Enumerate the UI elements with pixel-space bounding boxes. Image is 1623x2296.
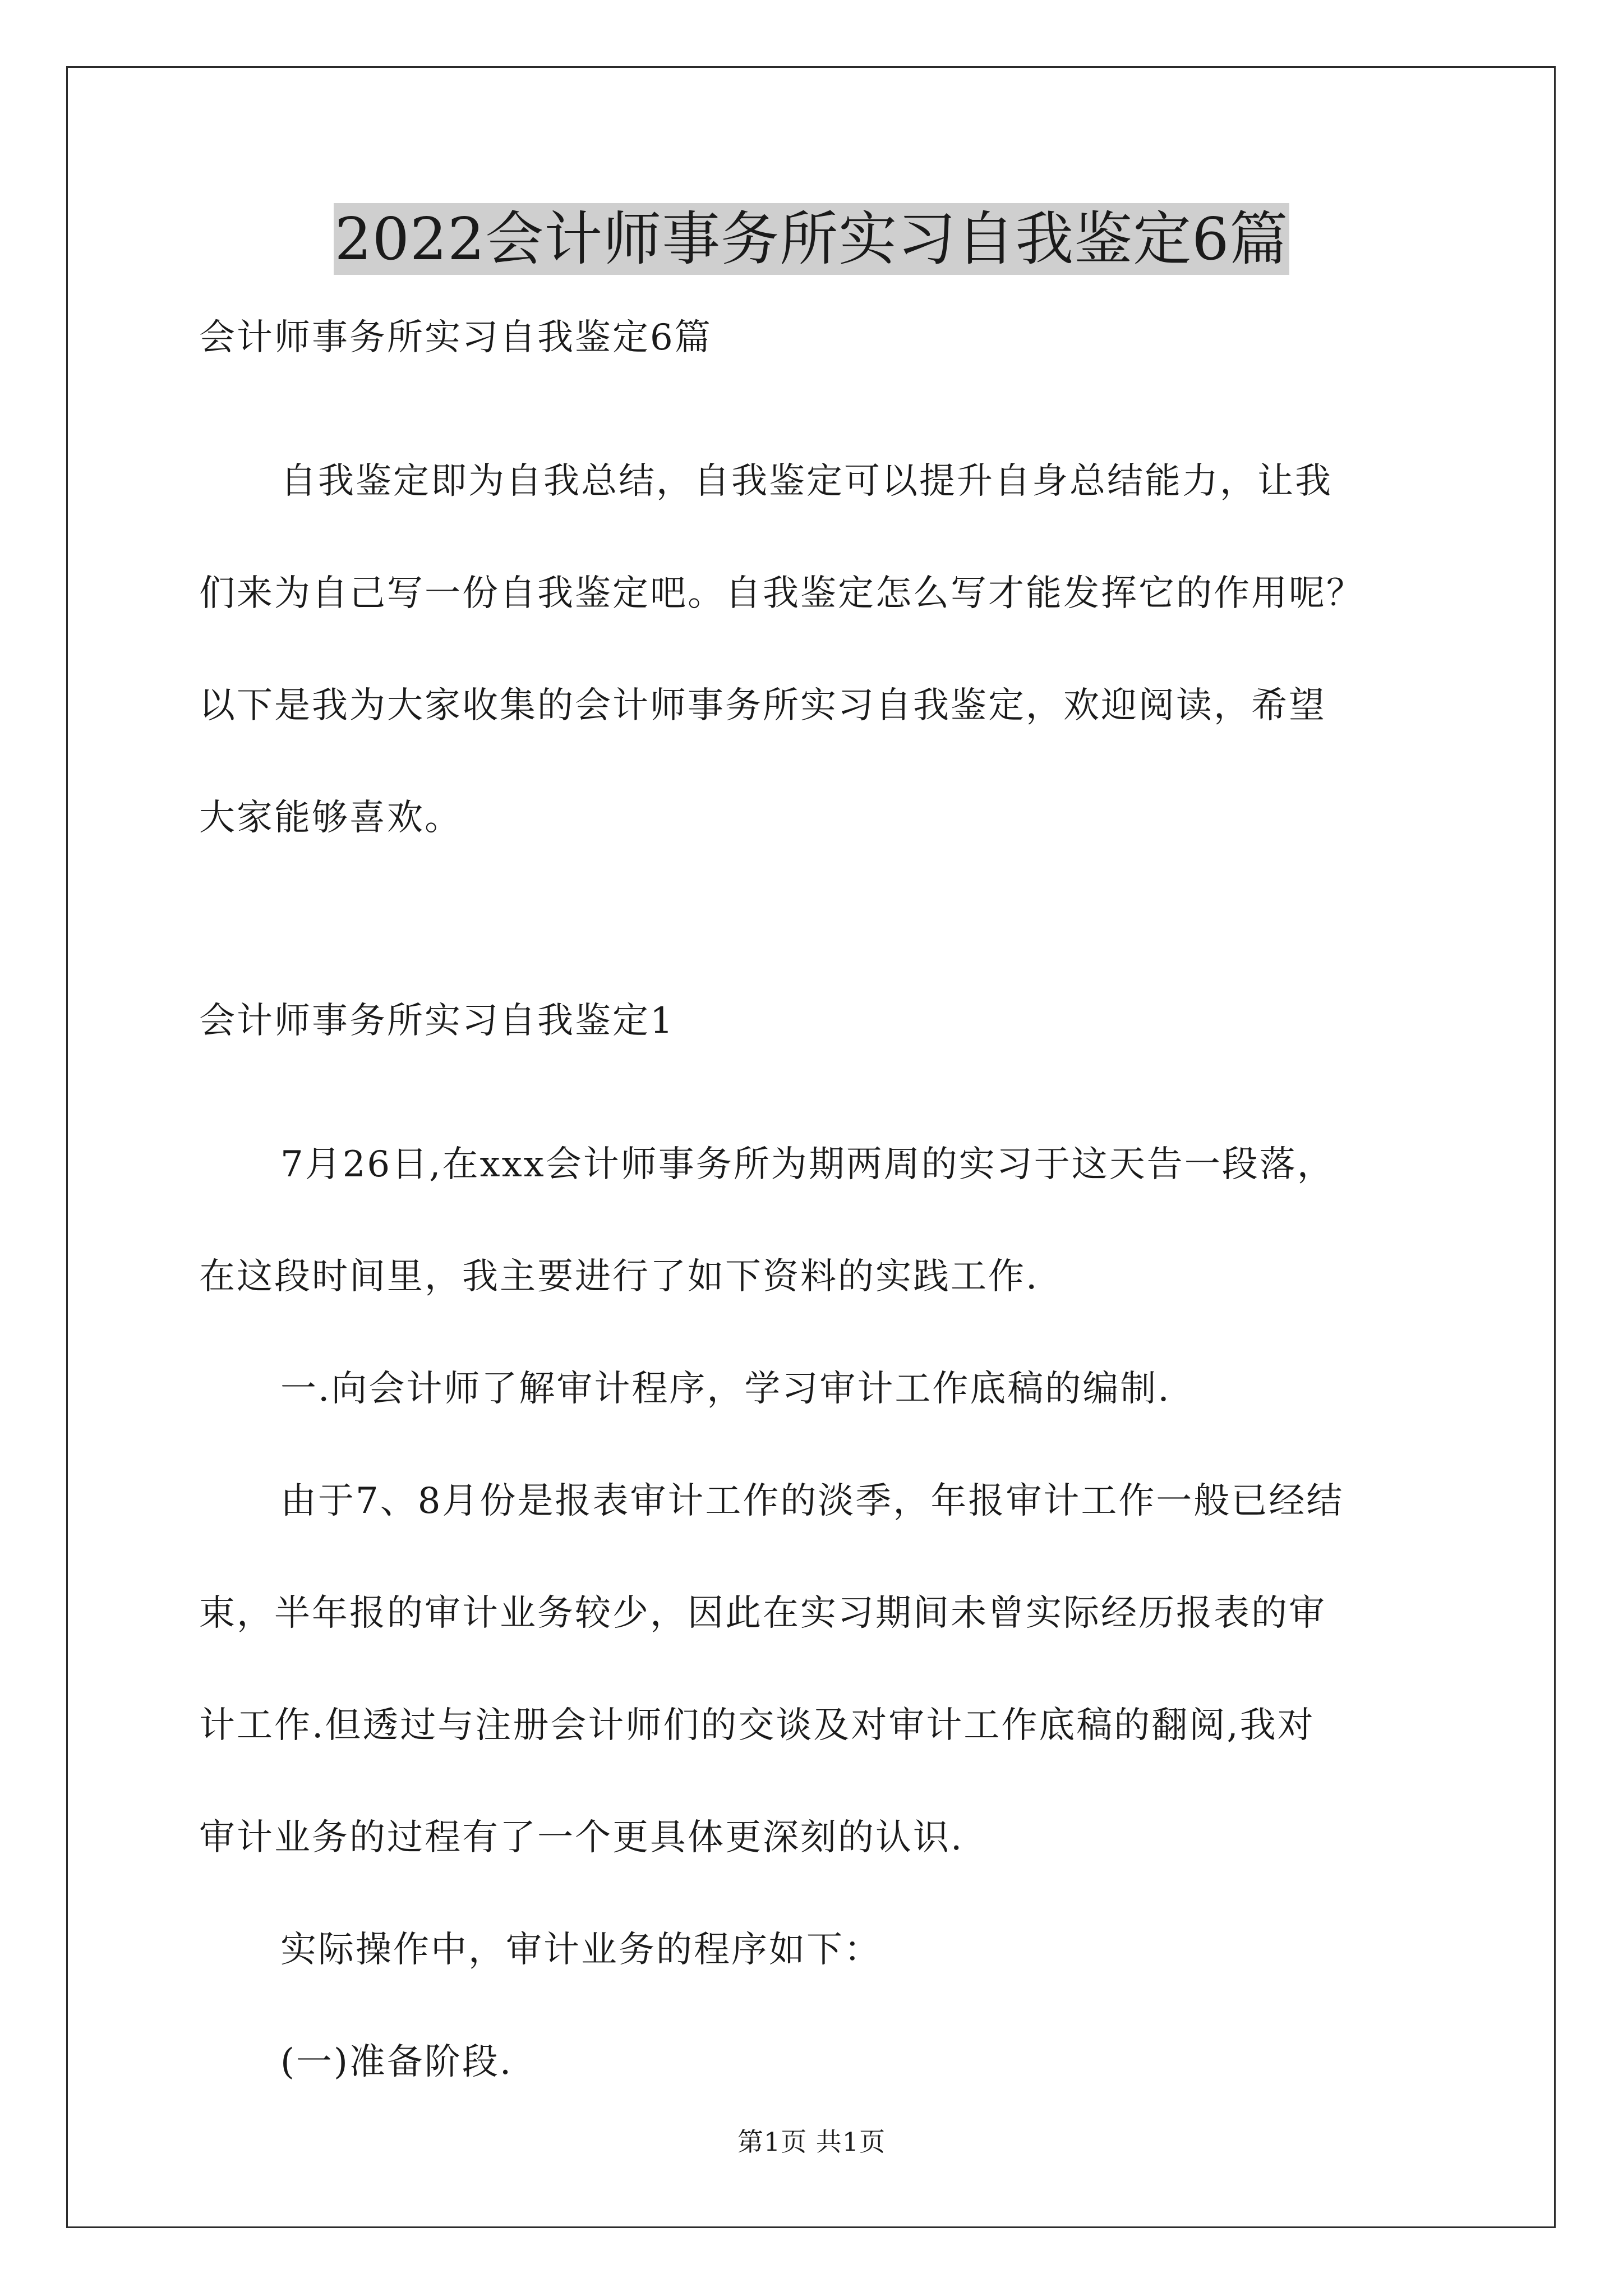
intro-line-1: 自我鉴定即为自我总结，自我鉴定可以提升自身总结能力，让我 [280,461,1332,502]
paragraph-line: 审计业务的过程有了一个更具体更深刻的认识. [199,1817,964,1858]
paragraph-line: 束，半年报的审计业务较少，因此在实习期间未曾实际经历报表的审 [199,1593,1326,1634]
paragraph-line: 由于7、8月份是报表审计工作的淡季，年报审计工作一般已经结 [280,1480,1344,1522]
paragraph-line: 一.向会计师了解审计程序，学习审计工作底稿的编制. [280,1368,1171,1410]
paragraph-line: 7月26日,在xxx会计师事务所为期两周的实习于这天告一段落， [280,1144,1335,1185]
document-title-text: 2022会计师事务所实习自我鉴定6篇 [334,203,1290,275]
paragraph-line: (一)准备阶段. [280,2041,513,2083]
paragraph-line: 实际操作中，审计业务的程序如下： [280,1929,882,1971]
intro-line-2: 们来为自己写一份自我鉴定吧。自我鉴定怎么写才能发挥它的作用呢？ [199,573,1364,614]
subtitle: 会计师事务所实习自我鉴定6篇 [199,317,712,358]
intro-line-3: 以下是我为大家收集的会计师事务所实习自我鉴定，欢迎阅读，希望 [199,685,1326,726]
section-heading: 会计师事务所实习自我鉴定1 [199,1000,675,1042]
page-number-footer: 第1页 共1页 [737,2127,886,2157]
paragraph-line: 计工作.但透过与注册会计师们的交谈及对审计工作底稿的翻阅,我对 [199,1705,1315,1746]
paragraph-line: 在这段时间里，我主要进行了如下资料的实践工作. [199,1256,1039,1297]
intro-line-4: 大家能够喜欢。 [199,797,462,839]
document-title [0,203,1623,275]
